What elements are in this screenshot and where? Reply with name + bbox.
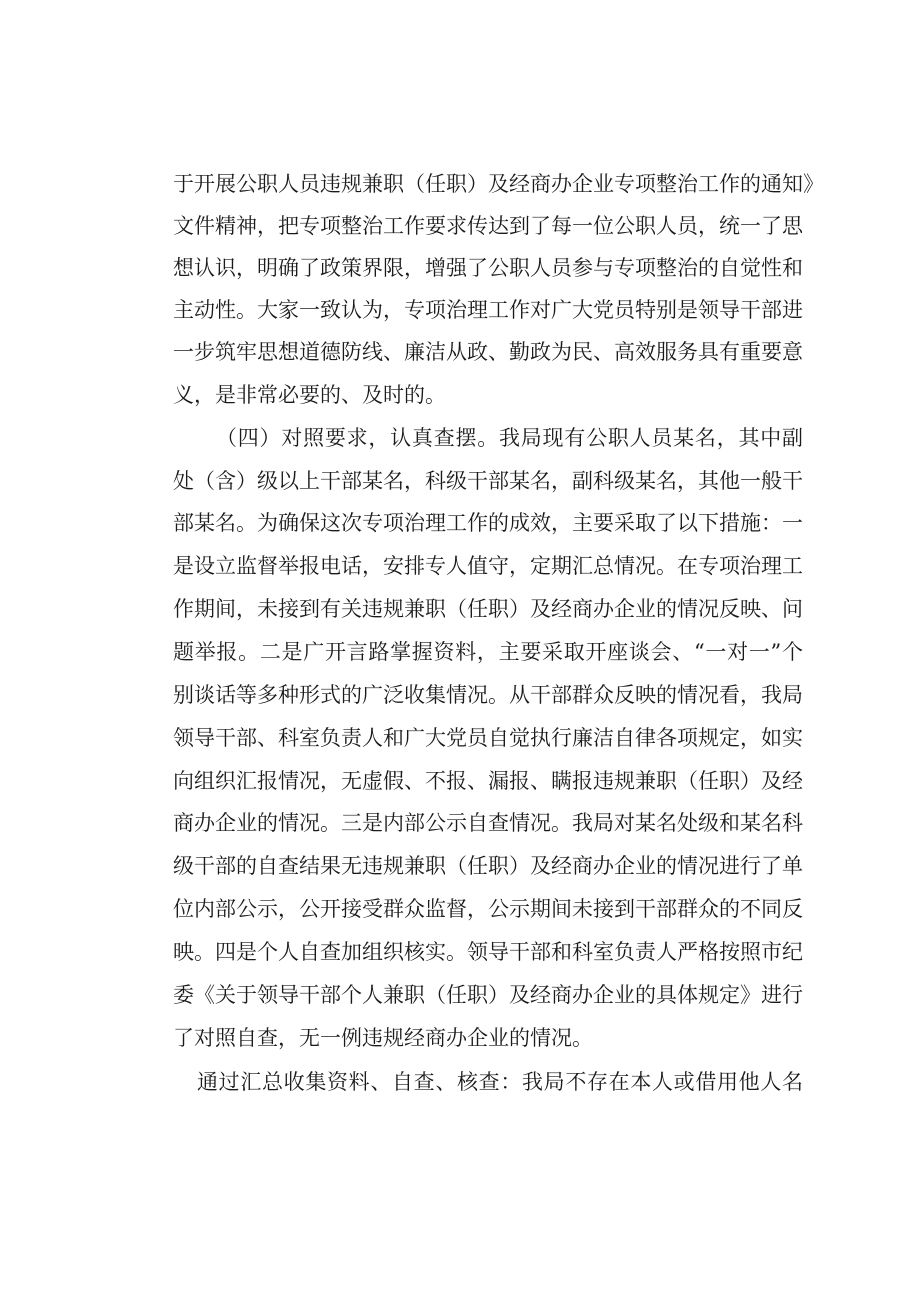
text-line: 作期间，未接到有关违规兼职（任职）及经商办企业的情况反映、问 <box>173 597 803 621</box>
text-line: 部某名。为确保这次专项治理工作的成效，主要采取了以下措施：一 <box>173 511 803 535</box>
text-line: 文件精神，把专项整治工作要求传达到了每一位公职人员，统一了思 <box>173 214 803 238</box>
text-line: 了对照自查，无一例违规经商办企业的情况。 <box>173 1026 593 1050</box>
text-line: 委《关于领导干部个人兼职（任职）及经商办企业的具体规定》进行 <box>173 983 803 1007</box>
text-line: 领导干部、科室负责人和广大党员自觉执行廉洁自律各项规定，如实 <box>173 726 803 750</box>
text-line: 商办企业的情况。三是内部公示自查情况。我局对某名处级和某名科 <box>173 811 803 835</box>
text-line: 向组织汇报情况，无虚假、不报、漏报、瞒报违规兼职（任职）及经 <box>173 769 803 793</box>
text-line: 想认识，明确了政策界限，增强了公职人员参与专项整治的自觉性和 <box>173 256 803 280</box>
text-line: 于开展公职人员违规兼职（任职）及经商办企业专项整治工作的通知》 <box>173 172 824 196</box>
text-line: 义，是非常必要的、及时的。 <box>173 383 446 407</box>
text-line: 级干部的自查结果无违规兼职（任职）及经商办企业的情况进行了单 <box>173 854 803 878</box>
text-line: 题举报。二是广开言路掌握资料，主要采取开座谈会、“一对一”个 <box>173 640 803 664</box>
text-line: 位内部公示，公开接受群众监督，公示期间未接到干部群众的不同反 <box>173 897 803 921</box>
text-line: 通过汇总收集资料、自查、核查：我局不存在本人或借用他人名 <box>197 1070 803 1094</box>
text-line: 别谈话等多种形式的广泛收集情况。从干部群众反映的情况看，我局 <box>173 683 803 707</box>
text-line: 主动性。大家一致认为，专项治理工作对广大党员特别是领导干部进 <box>173 298 803 322</box>
text-line: 处（含）级以上干部某名，科级干部某名，副科级某名，其他一般干 <box>173 469 803 493</box>
text-line: 是设立监督举报电话，安排专人值守，定期汇总情况。在专项治理工 <box>173 554 803 578</box>
section-heading-line: （四）对照要求，认真查摆。我局现有公职人员某名，其中副 <box>216 426 803 450</box>
text-line: 一步筑牢思想道德防线、廉洁从政、勤政为民、高效服务具有重要意 <box>173 340 803 364</box>
text-line: 映。四是个人自查加组织核实。领导干部和科室负责人严格按照市纪 <box>173 940 803 964</box>
